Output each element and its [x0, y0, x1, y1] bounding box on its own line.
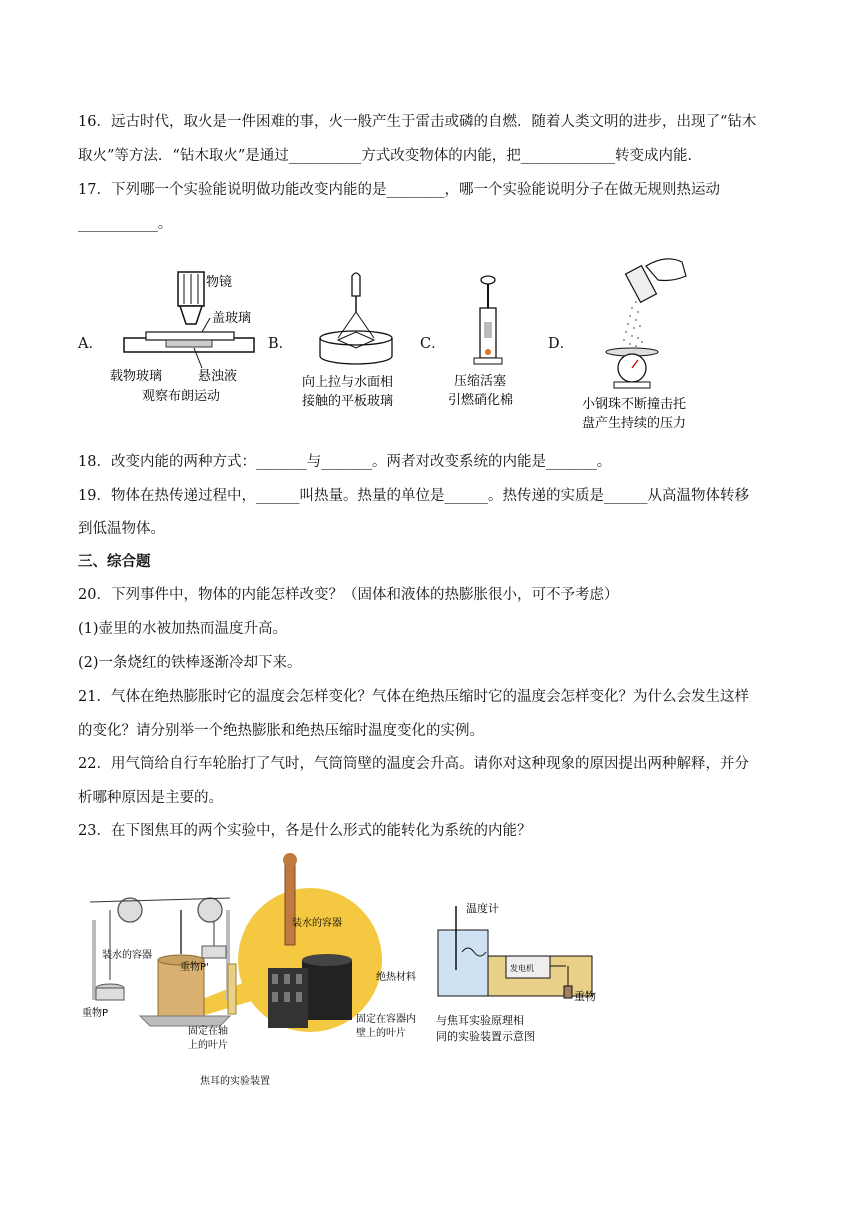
question-16-line-1: 16．远古时代，取火是一件困难的事，火一般产生于雷击或磷的自燃．随着人类文明的进步，出现了“钻木	[78, 114, 757, 130]
label-thermometer: 温度计	[466, 902, 499, 915]
option-b-glass-plate-figure	[298, 268, 428, 418]
generator-apparatus-figure	[432, 896, 612, 1046]
caption-brownian: 观察布朗运动	[142, 389, 221, 404]
caption-cover-glass: 盖玻璃	[212, 311, 252, 326]
caption-steel-balls: 小钢珠不断撞击托	[582, 397, 687, 412]
steel-ball-stream	[623, 301, 643, 347]
caption-pull-up: 向上拉与水面相	[302, 375, 394, 390]
question-16-line-2: 取火”等方法．“钻木取火”是通过__________方式改变物体的内能，把_____________转变成内能．	[78, 148, 702, 164]
label-shaft-blades-2: 上的叶片	[188, 1040, 228, 1051]
question-21-line-2: 的变化？请分别举一个绝热膨胀和绝热压缩时温度变化的实例。	[78, 723, 484, 739]
option-d-label: D．	[548, 336, 575, 352]
label-insulation: 绝热材料	[376, 972, 416, 983]
option-b-label: B．	[268, 336, 294, 352]
caption-suspension: 悬浊液	[198, 369, 238, 384]
caption-ignite-cotton: 引燃硝化棉	[448, 393, 514, 408]
option-c-label: C．	[420, 336, 446, 352]
caption-same-principle-1: 与焦耳实验原理相	[436, 1014, 524, 1027]
joule-apparatus-caption: 焦耳的实验装置	[200, 1076, 270, 1087]
caption-same-principle-2: 同的实验装置示意图	[436, 1030, 535, 1043]
question-20-line-1: 20．下列事件中，物体的内能怎样改变？（固体和液体的热膨胀很小，可不予考虑）	[78, 587, 619, 603]
question-23-line-1: 23．在下图焦耳的两个实验中，各是什么形式的能转化为系统的内能？	[78, 823, 532, 839]
section-heading: 三、综合题	[78, 553, 151, 570]
caption-pressure: 盘产生持续的压力	[582, 416, 687, 431]
label-water-container-right: 装水的容器	[292, 918, 342, 929]
joule-apparatus-figure	[80, 850, 430, 1090]
question-18-line-1: 18．改变内能的两种方式：_______与_______。两者对改变系统的内能是_______。	[78, 454, 612, 470]
question-19-line-2: 到低温物体。	[78, 521, 165, 537]
label-weight: 重物	[574, 990, 596, 1003]
label-wall-blades-1: 固定在容器内	[356, 1014, 416, 1025]
question-19-line-1: 19．物体在热传递过程中，______叫热量。热量的单位是______。热传递的实质是______从高温物体转移	[78, 488, 749, 504]
question-21-line-1: 21．气体在绝热膨胀时它的温度会怎样变化？气体在绝热压缩时它的温度会怎样变化？为什么会发生这样	[78, 689, 749, 705]
caption-compress-piston: 压缩活塞	[454, 374, 507, 389]
question-20-sub-1: (1)壶里的水被加热而温度升高。	[78, 621, 288, 637]
option-a-label: A．	[78, 336, 103, 352]
question-17-line-1: 17．下列哪一个实验能说明做功能改变内能的是________，哪一个实验能说明分子在做无规则热运动	[78, 182, 720, 198]
question-22-line-1: 22．用气筒给自行车轮胎打了气时，气筒筒壁的温度会升高。请你对这种现象的原因提出两种解释，并分	[78, 756, 749, 772]
caption-objective: 物镜	[206, 275, 233, 290]
caption-slide: 载物玻璃	[110, 369, 163, 384]
caption-glass-plate: 接触的平板玻璃	[302, 394, 394, 409]
label-water-container-left: 装水的容器	[102, 950, 152, 961]
label-weight-p-prime: 重物P'	[180, 962, 209, 973]
label-generator: 发电机	[510, 964, 534, 973]
option-c-piston-figure	[444, 272, 534, 412]
question-17-line-2: ___________。	[78, 216, 173, 232]
label-weight-p: 重物P	[82, 1008, 109, 1019]
option-d-steel-balls-figure	[576, 250, 726, 435]
question-22-line-2: 析哪种原因是主要的。	[78, 790, 223, 806]
option-a-microscope-figure	[102, 262, 262, 412]
question-20-sub-2: (2)一条烧红的铁棒逐渐冷却下来。	[78, 655, 302, 671]
label-wall-blades-2: 壁上的叶片	[356, 1028, 406, 1039]
label-shaft-blades-1: 固定在轴	[188, 1026, 228, 1037]
